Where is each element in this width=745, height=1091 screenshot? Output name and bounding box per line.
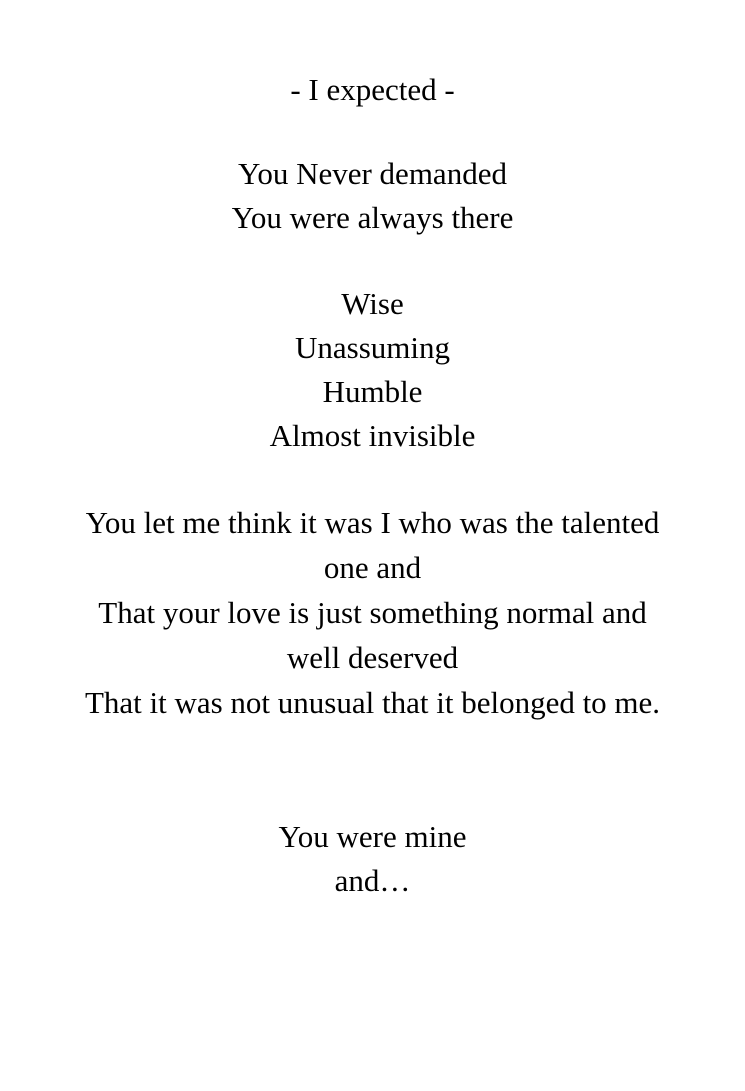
document-page	[0, 68, 745, 1091]
stanza-1	[40, 152, 705, 240]
poem-body	[40, 68, 705, 903]
poem-line: Unassuming	[295, 330, 450, 365]
poem-line: You were always there	[231, 200, 514, 235]
poem-line: You Never demanded	[238, 156, 507, 191]
stanza-spacer	[40, 240, 705, 282]
poem-title: - I expected -	[290, 72, 455, 107]
poem-line: Humble	[322, 374, 423, 409]
stanza-4	[40, 815, 705, 903]
stanza-spacer	[40, 725, 705, 815]
stanza-2	[40, 282, 705, 458]
poem-line: That your love is just something normal and well deserved	[98, 595, 655, 675]
poem-line: That it was not unusual that it belonged to me.	[84, 685, 661, 720]
poem-line: and…	[334, 863, 411, 898]
poem-line: You let me think it was I who was the talented one and	[85, 505, 668, 585]
stanza-spacer	[40, 458, 705, 500]
poem-line: Almost invisible	[269, 418, 476, 453]
poem-line: You were mine	[278, 819, 467, 854]
stanza-3	[40, 500, 705, 725]
stanza-spacer	[40, 112, 705, 152]
poem-line: Wise	[341, 286, 404, 321]
